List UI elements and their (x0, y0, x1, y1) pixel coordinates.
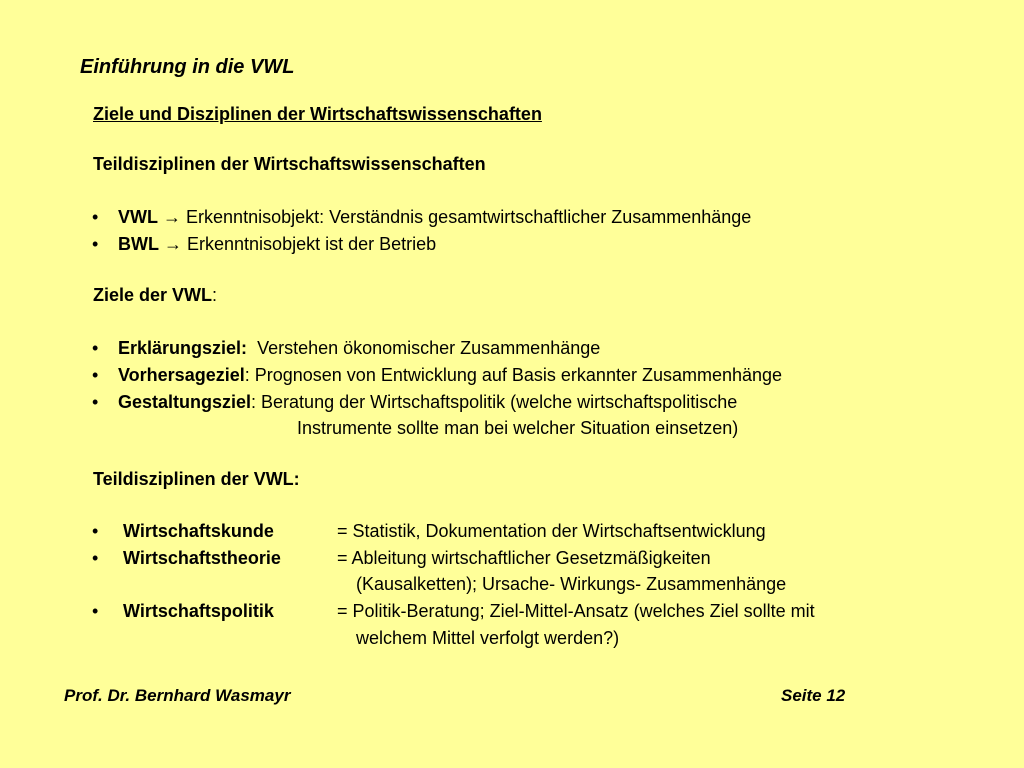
list-item-erklaerungsziel (92, 338, 600, 359)
item-text: = Politik-Beratung; Ziel-Mittel-Ansatz (welches Ziel sollte mit (337, 601, 815, 621)
bullet-icon: • (92, 365, 99, 385)
bullet-icon: • (92, 392, 99, 412)
term-label: Wirtschaftskunde (123, 521, 274, 541)
list-item-wirtschaftstheorie (92, 548, 711, 569)
heading-colon: : (212, 285, 218, 305)
section-heading-ziele-vwl (93, 285, 217, 306)
slide-subheading: Ziele und Disziplinen der Wirtschaftswissenschaften (93, 104, 542, 124)
bullet-icon: • (92, 521, 99, 541)
list-item-vorhersageziel (92, 365, 782, 386)
item-text: : Beratung der Wirtschaftspolitik (welche wirtschaftspolitische (251, 392, 738, 412)
item-text: Erkenntnisobjekt ist der Betrieb (187, 234, 437, 254)
item-text-continuation: welchem Mittel verfolgt werden?) (356, 628, 620, 648)
item-text: Erkenntnisobjekt: Verständnis gesamtwirtschaftlicher Zusammenhänge (186, 207, 752, 227)
bullet-icon: • (92, 234, 99, 254)
arrow-right-icon: → (163, 207, 182, 227)
list-item-wirtschaftskunde (92, 521, 766, 542)
heading-text: Ziele der VWL (93, 285, 213, 305)
bullet-icon: • (92, 601, 99, 621)
list-item-bwl (92, 234, 436, 255)
item-text: = Statistik, Dokumentation der Wirtschaftsentwicklung (337, 521, 766, 541)
item-text: : Prognosen von Entwicklung auf Basis erkannter Zusammenhänge (244, 365, 783, 385)
item-text: = Ableitung wirtschaftlicher Gesetzmäßigkeiten (337, 548, 711, 568)
item-text: Verstehen ökonomischer Zusammenhänge (257, 338, 601, 358)
footer-author: Prof. Dr. Bernhard Wasmayr (64, 686, 291, 705)
term-label: Wirtschaftstheorie (123, 548, 281, 568)
term-label: Vorhersageziel (118, 365, 245, 385)
bullet-icon: • (92, 338, 99, 358)
slide-title: Einführung in die VWL (80, 56, 295, 78)
term-label: VWL (118, 207, 158, 227)
term-label: BWL (118, 234, 159, 254)
arrow-right-icon: → (164, 234, 182, 254)
term-label: Gestaltungsziel (118, 392, 252, 412)
bullet-icon: • (92, 207, 99, 227)
item-text-continuation: Instrumente sollte man bei welcher Situation einsetzen) (297, 418, 739, 438)
list-item-vwl (92, 207, 751, 228)
list-item-gestaltungsziel (92, 392, 737, 413)
term-label: Erklärungsziel: (118, 338, 248, 358)
footer-page-number: Seite 12 (781, 686, 846, 705)
section-heading-teildisziplinen-vwl: Teildisziplinen der VWL: (93, 469, 300, 489)
item-text-continuation: (Kausalketten); Ursache- Wirkungs- Zusammenhänge (356, 574, 787, 594)
section-heading-teildisziplinen-ws: Teildisziplinen der Wirtschaftswissenschaften (93, 154, 486, 174)
bullet-icon: • (92, 548, 99, 568)
list-item-wirtschaftspolitik (92, 601, 815, 622)
term-label: Wirtschaftspolitik (123, 601, 274, 621)
